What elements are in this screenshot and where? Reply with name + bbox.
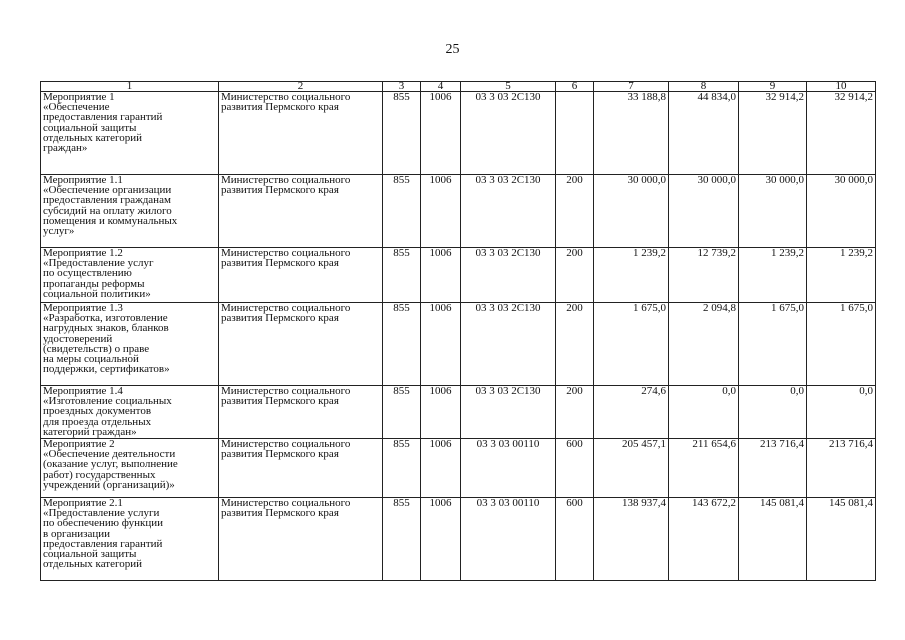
activity-name: Мероприятие 2 «Обеспечение деятельности (оказание услуг, выполнение работ) государственных учреждений (организаций)»: [43, 438, 178, 491]
activity-name: Мероприятие 1.3 «Разработка, изготовление нагрудных знаков, бланков удостоверений (свидетельств) о праве на меры социальной поддержки, сертификатов»: [43, 302, 170, 376]
amount-cell: 0,0: [669, 386, 739, 439]
code-cell: 1006: [421, 248, 461, 303]
amount-cell: 138 937,4: [594, 498, 669, 581]
amount-cell: 30 000,0: [594, 175, 669, 248]
code-cell: 1006: [421, 498, 461, 581]
code-cell: 855: [383, 386, 421, 439]
code-cell: 200: [556, 248, 594, 303]
column-header: 8: [669, 82, 739, 92]
amount-cell: 145 081,4: [739, 498, 807, 581]
budget-table: [40, 81, 876, 581]
organization-cell: Министерство социального развития Пермского края: [219, 303, 383, 386]
column-header: 3: [383, 82, 421, 92]
code-cell: 600: [556, 439, 594, 498]
page-number: 25: [445, 42, 460, 57]
code-cell: 855: [383, 175, 421, 248]
activity-name-cell: [41, 92, 219, 175]
amount-cell: 33 188,8: [594, 92, 669, 175]
amount-cell: 30 000,0: [807, 175, 876, 248]
amount-cell: 1 239,2: [807, 248, 876, 303]
activity-name-cell: [41, 386, 219, 439]
table-row: [41, 439, 876, 498]
amount-cell: 12 739,2: [669, 248, 739, 303]
code-cell: 03 3 03 2С130: [461, 303, 556, 386]
code-cell: 03 3 03 2С130: [461, 248, 556, 303]
code-cell: 1006: [421, 386, 461, 439]
column-header: 7: [594, 82, 669, 92]
table-row: [41, 498, 876, 581]
amount-cell: 1 675,0: [807, 303, 876, 386]
activity-name: Мероприятие 1 «Обеспечение предоставления гарантий социальной защиты отдельных категорий граждан»: [43, 91, 163, 155]
header-row: [41, 82, 876, 92]
amount-cell: 143 672,2: [669, 498, 739, 581]
amount-cell: 1 675,0: [739, 303, 807, 386]
column-header: 10: [807, 82, 876, 92]
amount-cell: 1 239,2: [594, 248, 669, 303]
amount-cell: 0,0: [807, 386, 876, 439]
code-cell: 200: [556, 386, 594, 439]
activity-name: Мероприятие 1.2 «Предоставление услуг по осуществлению пропаганды реформы социальной политики»: [43, 247, 154, 300]
amount-cell: 274,6: [594, 386, 669, 439]
organization-cell: Министерство социального развития Пермского края: [219, 439, 383, 498]
table-row: [41, 303, 876, 386]
activity-name-cell: [41, 498, 219, 581]
column-header: 1: [41, 82, 219, 92]
amount-cell: 2 094,8: [669, 303, 739, 386]
code-cell: 200: [556, 175, 594, 248]
code-cell: 03 3 03 2С130: [461, 175, 556, 248]
code-cell: 1006: [421, 439, 461, 498]
table-row: [41, 175, 876, 248]
column-header: 5: [461, 82, 556, 92]
code-cell: 200: [556, 303, 594, 386]
code-cell: 855: [383, 498, 421, 581]
code-cell: 1006: [421, 92, 461, 175]
table-row: [41, 248, 876, 303]
activity-name-cell: [41, 303, 219, 386]
amount-cell: 1 239,2: [739, 248, 807, 303]
code-cell: 855: [383, 439, 421, 498]
amount-cell: 44 834,0: [669, 92, 739, 175]
amount-cell: 30 000,0: [669, 175, 739, 248]
activity-name: Мероприятие 2.1 «Предоставление услуги по обеспечению функции в организации предоставления гарантий социальной защиты отдельных категорий: [43, 497, 164, 571]
activity-name-cell: [41, 439, 219, 498]
code-cell: 1006: [421, 303, 461, 386]
activity-name-cell: [41, 175, 219, 248]
column-header: 2: [219, 82, 383, 92]
code-cell: 855: [383, 248, 421, 303]
activity-name: Мероприятие 1.1 «Обеспечение организации предоставления гражданам субсидий на оплату жилого помещения и коммунальных услуг»: [43, 174, 178, 238]
column-header: 9: [739, 82, 807, 92]
amount-cell: 32 914,2: [807, 92, 876, 175]
amount-cell: 213 716,4: [739, 439, 807, 498]
amount-cell: 1 675,0: [594, 303, 669, 386]
column-header: 4: [421, 82, 461, 92]
organization-cell: Министерство социального развития Пермского края: [219, 175, 383, 248]
organization-cell: Министерство социального развития Пермского края: [219, 248, 383, 303]
code-cell: 855: [383, 92, 421, 175]
code-cell: 855: [383, 303, 421, 386]
activity-name-cell: [41, 248, 219, 303]
amount-cell: 145 081,4: [807, 498, 876, 581]
amount-cell: 213 716,4: [807, 439, 876, 498]
amount-cell: 211 654,6: [669, 439, 739, 498]
amount-cell: 32 914,2: [739, 92, 807, 175]
code-cell: 03 3 03 2С130: [461, 386, 556, 439]
amount-cell: 30 000,0: [739, 175, 807, 248]
organization-cell: Министерство социального развития Пермского края: [219, 92, 383, 175]
table-row: [41, 386, 876, 439]
code-cell: 03 3 03 00110: [461, 498, 556, 581]
code-cell: 03 3 03 2С130: [461, 92, 556, 175]
organization-cell: Министерство социального развития Пермского края: [219, 386, 383, 439]
code-cell: 03 3 03 00110: [461, 439, 556, 498]
code-cell: [556, 92, 594, 175]
column-header: 6: [556, 82, 594, 92]
code-cell: 1006: [421, 175, 461, 248]
code-cell: 600: [556, 498, 594, 581]
organization-cell: Министерство социального развития Пермского края: [219, 498, 383, 581]
amount-cell: 0,0: [739, 386, 807, 439]
table-row: [41, 92, 876, 175]
amount-cell: 205 457,1: [594, 439, 669, 498]
activity-name: Мероприятие 1.4 «Изготовление социальных проездных документов для проезда отдельных категорий граждан»: [43, 385, 172, 438]
